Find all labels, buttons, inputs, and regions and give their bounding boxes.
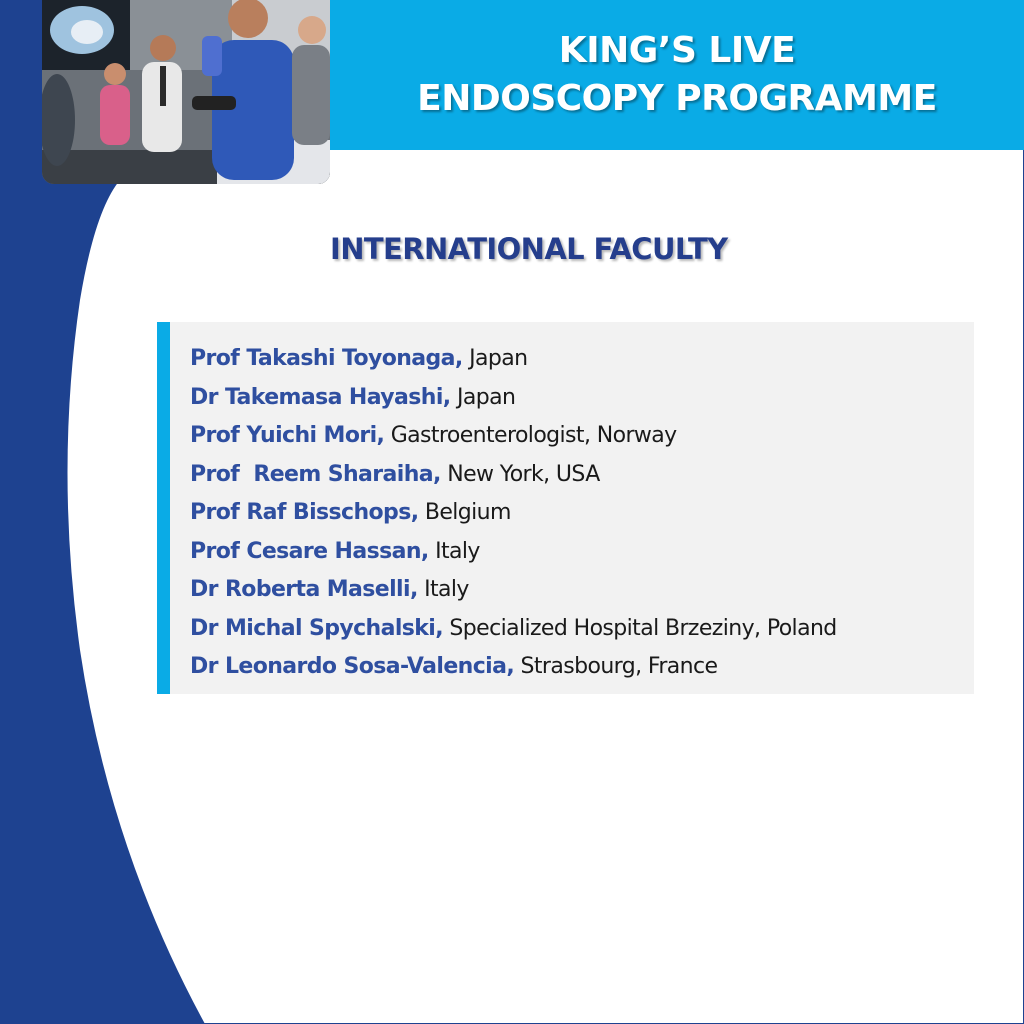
faculty-detail: Japan <box>462 346 528 371</box>
header-title-line-1: KING’S LIVE <box>558 30 796 71</box>
faculty-name: Dr Roberta Maselli, <box>190 577 418 602</box>
section-title: INTERNATIONAL FACULTY <box>330 232 728 266</box>
faculty-item <box>190 379 974 418</box>
faculty-detail: Italy <box>417 577 469 602</box>
faculty-item <box>190 533 974 572</box>
faculty-item <box>190 494 974 533</box>
faculty-list <box>157 322 974 694</box>
faculty-name: Dr Leonardo Sosa-Valencia, <box>190 654 515 679</box>
faculty-detail: Japan <box>450 384 516 410</box>
faculty-detail: Specialized Hospital Brzeziny, Poland <box>443 615 837 641</box>
faculty-item <box>190 456 974 495</box>
faculty-name: Prof Reem Sharaiha, <box>190 461 441 487</box>
faculty-item <box>190 417 974 456</box>
header-banner <box>330 0 1024 150</box>
faculty-name: Dr Takemasa Hayashi, <box>190 384 451 410</box>
faculty-name: Prof Takashi Toyonaga, <box>190 346 463 371</box>
faculty-name: Prof Cesare Hassan, <box>190 538 429 564</box>
faculty-item <box>190 610 974 649</box>
faculty-name: Prof Yuichi Mori, <box>190 423 385 448</box>
faculty-item <box>190 648 974 687</box>
faculty-detail: Belgium <box>418 500 511 525</box>
header-photo <box>42 0 330 184</box>
faculty-detail: Gastroenterologist, Norway <box>384 423 677 448</box>
faculty-item <box>190 340 974 379</box>
faculty-item <box>190 571 974 610</box>
faculty-name: Prof Raf Bisschops, <box>190 500 419 525</box>
header-title-line-2: ENDOSCOPY PROGRAMME <box>417 78 937 119</box>
faculty-detail: New York, USA <box>440 461 600 487</box>
faculty-name: Dr Michal Spychalski, <box>190 615 444 641</box>
faculty-detail: Strasbourg, France <box>514 654 718 679</box>
faculty-detail: Italy <box>428 538 480 564</box>
